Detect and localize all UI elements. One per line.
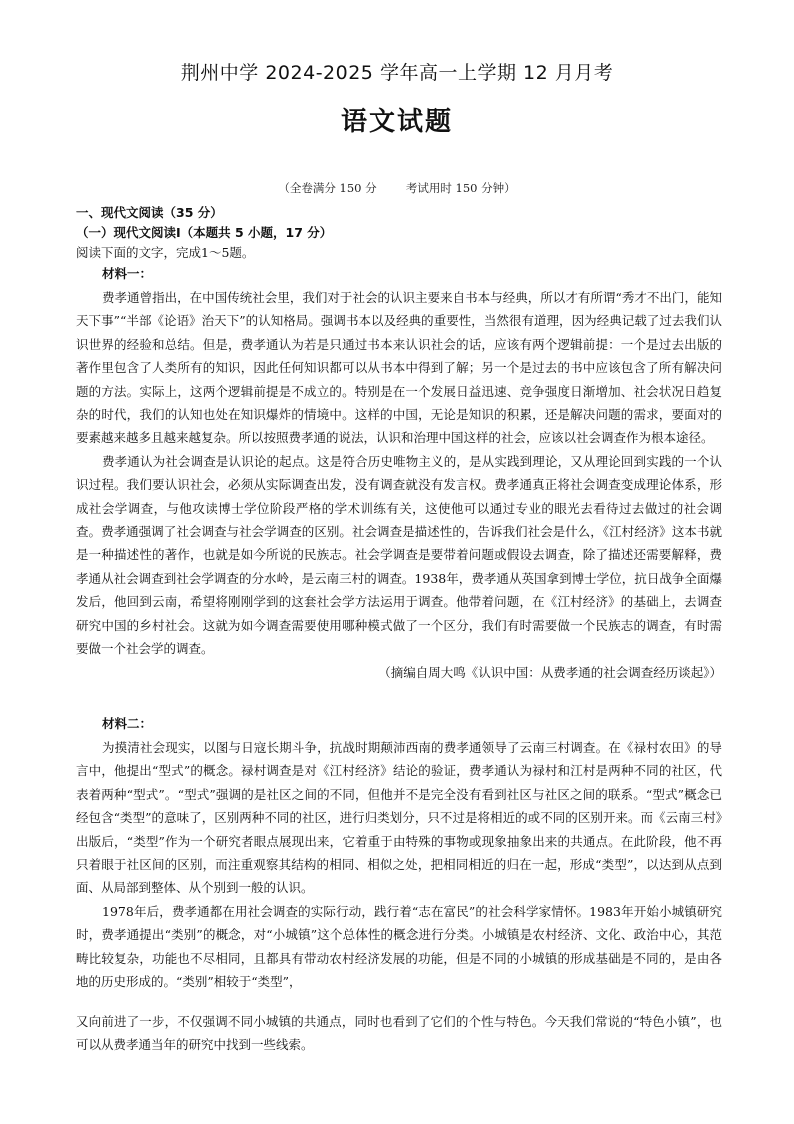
- material-two-paragraph: 为摸清社会现实，以图与日寇长期斗争，抗战时期颠沛西南的费孝通领导了云南三村调查。在《禄村农田》的导言中，他提出“型式”的概念。禄村调查是对《江村经济》结论的验证，费孝通认为禄村和江村是两种不同的社区，代表着两种“型式”。“型式”强调的是社区之间的不同，但他并不是完全没有看到社区与社区之间的联系。“型式”概念已经包含“类型”的意味了，区别两种不同的社区，进行归类划分，只不过是将相近的或不同的区别开来。而《云南三村》出版后，“类型”作为一个研究者眼点展现出来，它着重于由特殊的事物或现象抽象出来的共通点。在此阶段，他不再只着眼于社区间的区别，而注重观察其结构的相同、相似之处，把相同相近的归在一起，形成“类型”，以达到从点到面、从局部到整体、从个别到一般的认识。: [76, 740, 722, 896]
- exam-subtitle: 语文试题: [340, 107, 453, 137]
- material-one: [76, 264, 722, 684]
- material-two: [76, 714, 722, 993]
- section-subheading: （一）现代文阅读Ⅰ（本题共 5 小题，17 分）: [76, 225, 333, 240]
- material-two-label: 材料二：: [102, 716, 153, 731]
- section-heading: 一、现代文阅读（35 分）: [76, 205, 223, 220]
- material-one-label: 材料一：: [102, 266, 153, 281]
- material-two-paragraph-continued: 又向前进了一步，不仅强调不同小城镇的共通点，同时也看到了它们的个性与特色。今天我们常说的“特色小镇”，也可以从费孝通当年的研究中找到一些线索。: [76, 1014, 722, 1053]
- material-two-continued: [76, 1010, 722, 1057]
- material-two-paragraph: 1978年后，费孝通都在用社会调查的实际行动，践行着“志在富民”的社会科学家情怀。1983年开始小城镇研究时，费孝通提出“类别”的概念，对“小城镇”这个总体性的概念进行分类。小城镇是农村经济、文化、政治中心，其范畴比较复杂，功能也不尽相同，且都具有带动农村经济发展的功能，但是不同的小城镇的形成基础是不同的，是由各地的历史形成的。“类别”相较于“类型”，: [76, 903, 722, 990]
- material-one-paragraph: 费孝通曾指出，在中国传统社会里，我们对于社会的认识主要来自书本与经典，所以才有所谓“秀才不出门，能知天下事”“半部《论语》治天下”的认知格局。强调书本以及经典的重要性，当然很有道理，因为经典记载了过去我们认识世界的经验和总结。但是，费孝通认为若是只通过书本来认识社会的话，应该有两个逻辑前提：一个是过去出版的著作里包含了人类所有的知识，因此任何知识都可以从书本中得到了解；另一个是过去的书中应该包含了所有解决问题的方法。实际上，这两个逻辑前提是不成立的。特别是在一个发展日益迅速、竞争强度日渐增加、社会状况日趋复杂的时代，我们的认知也处在知识爆炸的情境中。这样的中国，无论是知识的积累，还是解决问题的需求，要面对的要素越来越多且越来越复杂。所以按照费孝通的说法，认识和治理中国这样的社会，应该以社会调查作为根本途径。: [76, 290, 722, 446]
- exam-title: 荆州中学 2024-2025 学年高一上学期 12 月月考: [180, 62, 614, 84]
- section-header: [76, 203, 722, 263]
- material-one-paragraph: 费孝通认为社会调查是认识论的起点。这是符合历史唯物主义的，是从实践到理论，又从理论回到实践的一个认识过程。我们要认识社会，必须从实际调查出发，没有调查就没有发言权。费孝通真正将社会调查变成理论体系，形成社会学调查，与他攻读博士学位阶段严格的学术训练有关，这使他可以通过专业的眼光去看待过去做过的社会调查。费孝通强调了社会调查与社会学调查的区别。社会调查是描述性的，告诉我们社会是什么，《江村经济》这本书就是一种描述性的著作，也就是如今所说的民族志。社会学调查是要带着问题或假设去调查，除了描述还需要解释，费孝通从社会调查到社会学调查的分水岭，是云南三村的调查。1938年，费孝通从英国拿到博士学位，抗日战争全面爆发后，他回到云南，希望将刚刚学到的这套社会学方法运用于调查。他带着问题，在《江村经济》的基础上，去调查研究中国的乡村社会。这就为如今调查需要使用哪种模式做了一个区分，我们有时需要做一个民族志的调查，有时需要做一个社会学的调查。: [76, 453, 722, 657]
- reading-instruction: 阅读下面的文字，完成1～5题。: [76, 245, 255, 260]
- exam-meta: （全卷满分 150 分 考试用时 150 分钟）: [278, 181, 516, 195]
- material-one-source: （摘编自周大鸣《认识中国：从费孝通的社会调查经历谈起》）: [378, 664, 722, 680]
